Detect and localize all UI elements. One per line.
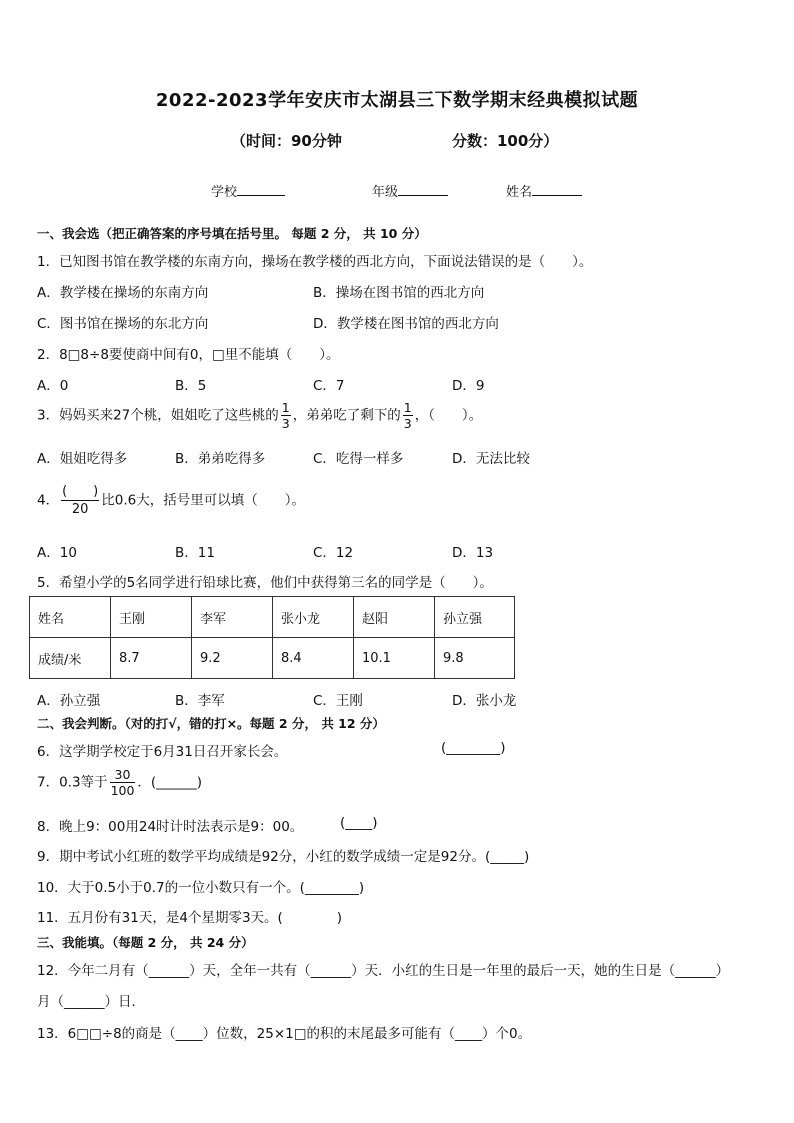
- fraction-30-over-100: [110, 767, 136, 798]
- question-8-stem: 8．晚上9：00用24时计时法表示是9：00。: [37, 819, 304, 835]
- question-3-option-d: D．无法比较: [452, 451, 530, 467]
- table-header-cell: 成绩/米: [30, 638, 111, 679]
- question-5-option-d: D．张小龙: [452, 693, 517, 709]
- question-3-stem: [37, 400, 482, 431]
- exam-score: 分数：100分）: [452, 132, 559, 150]
- school-field: [211, 181, 285, 200]
- table-cell: 8.4: [273, 638, 354, 679]
- table-cell: 8.7: [111, 638, 192, 679]
- question-5-option-c: C．王刚: [313, 693, 363, 709]
- question-9-stem: 9．期中考试小红班的数学平均成绩是92分，小红的数学成绩一定是92分。(_____): [37, 849, 530, 865]
- question-2-option-a: A．0: [37, 378, 69, 394]
- exam-time: （时间：90分钟: [231, 132, 342, 150]
- question-7-text-1: 7．0.3等于: [37, 774, 108, 791]
- grade-field: [372, 181, 448, 200]
- grade-blank[interactable]: [398, 195, 448, 196]
- question-5-stem: 5．希望小学的5名同学进行铅球比赛，他们中获得第三名的同学是（ ）。: [37, 575, 493, 591]
- table-row-names: [30, 597, 515, 638]
- question-3-option-a: A．姐姐吃得多: [37, 451, 128, 467]
- fraction-denominator: 100: [110, 783, 135, 798]
- question-10-stem: 10．大于0.5小于0.7的一位小数只有一个。(________): [37, 880, 365, 896]
- question-5-option-b: B．李军: [175, 693, 225, 709]
- fraction-one-third-a: [281, 400, 291, 431]
- question-12-line-1: 12．今年二月有（______）天，全年一共有（______）天．小红的生日是一年里的最后一天，她的生日是（______）: [37, 963, 730, 979]
- question-11-stem: 11．五月份有31天，是4个星期零3天。( ): [37, 910, 343, 926]
- question-7-stem: [37, 767, 202, 798]
- table-cell: 赵阳: [354, 597, 435, 638]
- question-1-option-a: A．教学楼在操场的东南方向: [37, 285, 209, 301]
- question-5-option-a: A．孙立强: [37, 693, 101, 709]
- table-cell: 9.2: [192, 638, 273, 679]
- table-row-scores: [30, 638, 515, 679]
- question-2-stem: 2．8□8÷8要使商中间有0，□里不能填（ ）。: [37, 347, 340, 363]
- table-cell: 孙立强: [435, 597, 515, 638]
- fraction-numerator: 30: [110, 767, 136, 783]
- table-cell: 王刚: [111, 597, 192, 638]
- question-3-text-1: 3．妈妈买来27个桃，姐姐吃了这些桃的: [37, 407, 279, 424]
- grade-label: 年级: [372, 185, 399, 200]
- fraction-denominator: 3: [281, 416, 290, 431]
- table-header-cell: 姓名: [30, 597, 111, 638]
- question-4-text: 比0.6大，括号里可以填（ ）。: [101, 492, 305, 509]
- name-label: 姓名: [506, 185, 533, 200]
- question-12-line-2: 月（______）日．: [37, 994, 145, 1010]
- fraction-numerator: 1: [281, 400, 290, 415]
- fraction-blank-over-20: [61, 483, 99, 518]
- question-2-option-b: B．5: [175, 378, 207, 394]
- fraction-one-third-b: [403, 400, 413, 431]
- fraction-denominator: 20: [71, 502, 89, 517]
- question-1-stem: 1．已知图书馆在教学楼的东南方向，操场在教学楼的西北方向，下面说法错误的是（ ）。: [37, 254, 593, 270]
- question-7-text-2: ．(______): [137, 774, 202, 791]
- question-13-stem: 13．6□□÷8的商是（____）位数，25×1□的积的末尾最多可能有（____）个0。: [37, 1026, 532, 1042]
- question-3-option-c: C．吃得一样多: [313, 451, 404, 467]
- fraction-denominator: 3: [403, 416, 412, 431]
- fraction-numerator-blank: ( ): [62, 484, 99, 499]
- section-heading-2: 二、我会判断。（对的打√，错的打×。每题 2 分， 共 12 分）: [37, 716, 385, 731]
- shot-put-score-table: [29, 596, 515, 679]
- question-1-option-c: C．图书馆在操场的东北方向: [37, 316, 209, 332]
- question-2-option-c: C．7: [313, 378, 345, 394]
- question-1-option-b: B．操场在图书馆的西北方向: [313, 285, 485, 301]
- question-1-option-d: D．教学楼在图书馆的西北方向: [313, 316, 499, 332]
- table-cell: 李军: [192, 597, 273, 638]
- section-heading-3: 三、我能填。（每题 2 分， 共 24 分）: [37, 935, 254, 950]
- fraction-numerator: 1: [403, 400, 412, 415]
- table-cell: 9.8: [435, 638, 515, 679]
- school-label: 学校: [211, 185, 238, 200]
- page-title: 2022-2023学年安庆市太湖县三下数学期末经典模拟试题: [155, 90, 639, 111]
- question-6-stem: 6．这学期学校定于6月31日召开家长会。: [37, 744, 288, 760]
- question-4-number: 4．: [37, 492, 60, 509]
- section-heading-1: 一、我会选（把正确答案的序号填在括号里。 每题 2 分， 共 10 分）: [37, 226, 427, 241]
- table-cell: 张小龙: [273, 597, 354, 638]
- table-cell: 10.1: [354, 638, 435, 679]
- school-blank[interactable]: [237, 195, 285, 196]
- question-6-answer-blank[interactable]: (________): [441, 740, 506, 756]
- question-3-text-3: ，（ ）。: [414, 407, 483, 424]
- question-4-option-d: D．13: [452, 545, 494, 561]
- question-4-stem: [37, 483, 305, 518]
- question-4-option-b: B．11: [175, 545, 215, 561]
- question-2-option-d: D．9: [452, 378, 485, 394]
- question-4-option-a: A．10: [37, 545, 77, 561]
- question-4-option-c: C．12: [313, 545, 354, 561]
- question-3-text-2: ，弟弟吃了剩下的: [292, 407, 401, 424]
- question-3-option-b: B．弟弟吃得多: [175, 451, 266, 467]
- name-field: [506, 181, 582, 200]
- question-8-answer-blank[interactable]: (____): [340, 815, 378, 831]
- name-blank[interactable]: [532, 195, 582, 196]
